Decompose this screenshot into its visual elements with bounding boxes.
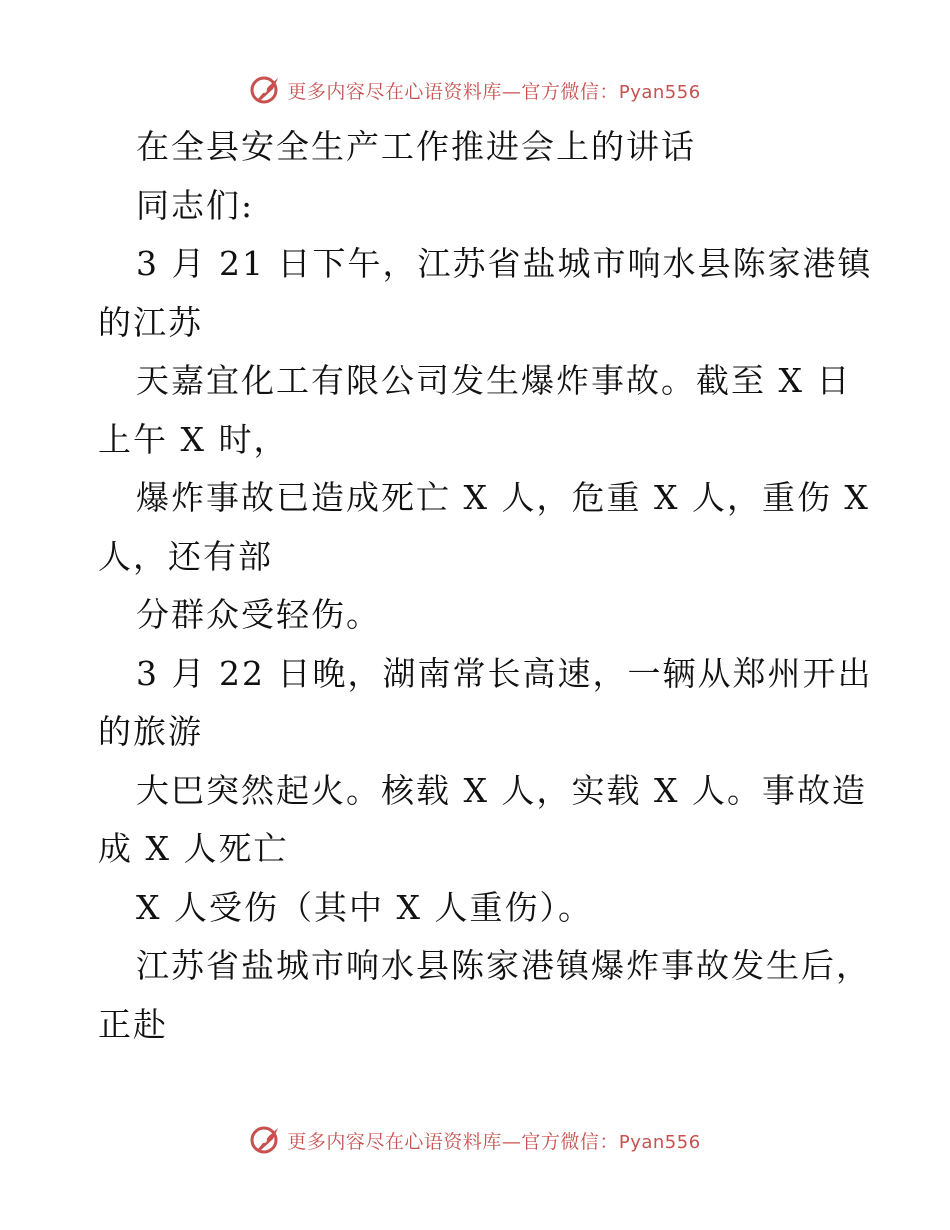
quill-pen-icon: [249, 73, 283, 107]
body-line: 上午 X 时，: [98, 419, 289, 459]
body-line: 正赴: [98, 1004, 168, 1044]
quill-pen-icon: [249, 1123, 283, 1157]
body-line: 的江苏: [98, 302, 203, 342]
document-body: [98, 118, 873, 1054]
salutation-line: 同志们:: [136, 185, 255, 225]
body-line: 大巴突然起火。核载 X 人，实载 X 人。事故造: [136, 770, 867, 810]
body-line: 天嘉宜化工有限公司发生爆炸事故。截至 X 日: [136, 361, 852, 400]
watermark-text: 更多内容尽在心语资料库—官方微信：Pyan556: [287, 80, 701, 103]
body-line: 3 月 22 日晚，湖南常长高速，一辆从郑州开出: [136, 653, 873, 693]
body-line: 的旅游: [98, 712, 203, 751]
body-line: 3 月 21 日下午，江苏省盐城市响水县陈家港镇: [136, 244, 873, 283]
document-title: 在全县安全生产工作推进会上的讲话: [136, 127, 696, 166]
body-line: 爆炸事故已造成死亡 X 人，危重 X 人，重伤 X: [136, 478, 870, 517]
body-line: 人，还有部: [98, 536, 273, 576]
body-line: 成 X 人死亡: [98, 829, 289, 868]
watermark-text: 更多内容尽在心语资料库—官方微信：Pyan556: [287, 1130, 701, 1153]
body-line: 江苏省盐城市响水县陈家港镇爆炸事故发生后，: [136, 946, 871, 985]
footer-watermark: [0, 1120, 950, 1160]
body-line: 分群众受轻伤。: [136, 595, 381, 634]
header-watermark: [0, 70, 950, 110]
body-line: X 人受伤（其中 X 人重伤）。: [136, 887, 593, 927]
